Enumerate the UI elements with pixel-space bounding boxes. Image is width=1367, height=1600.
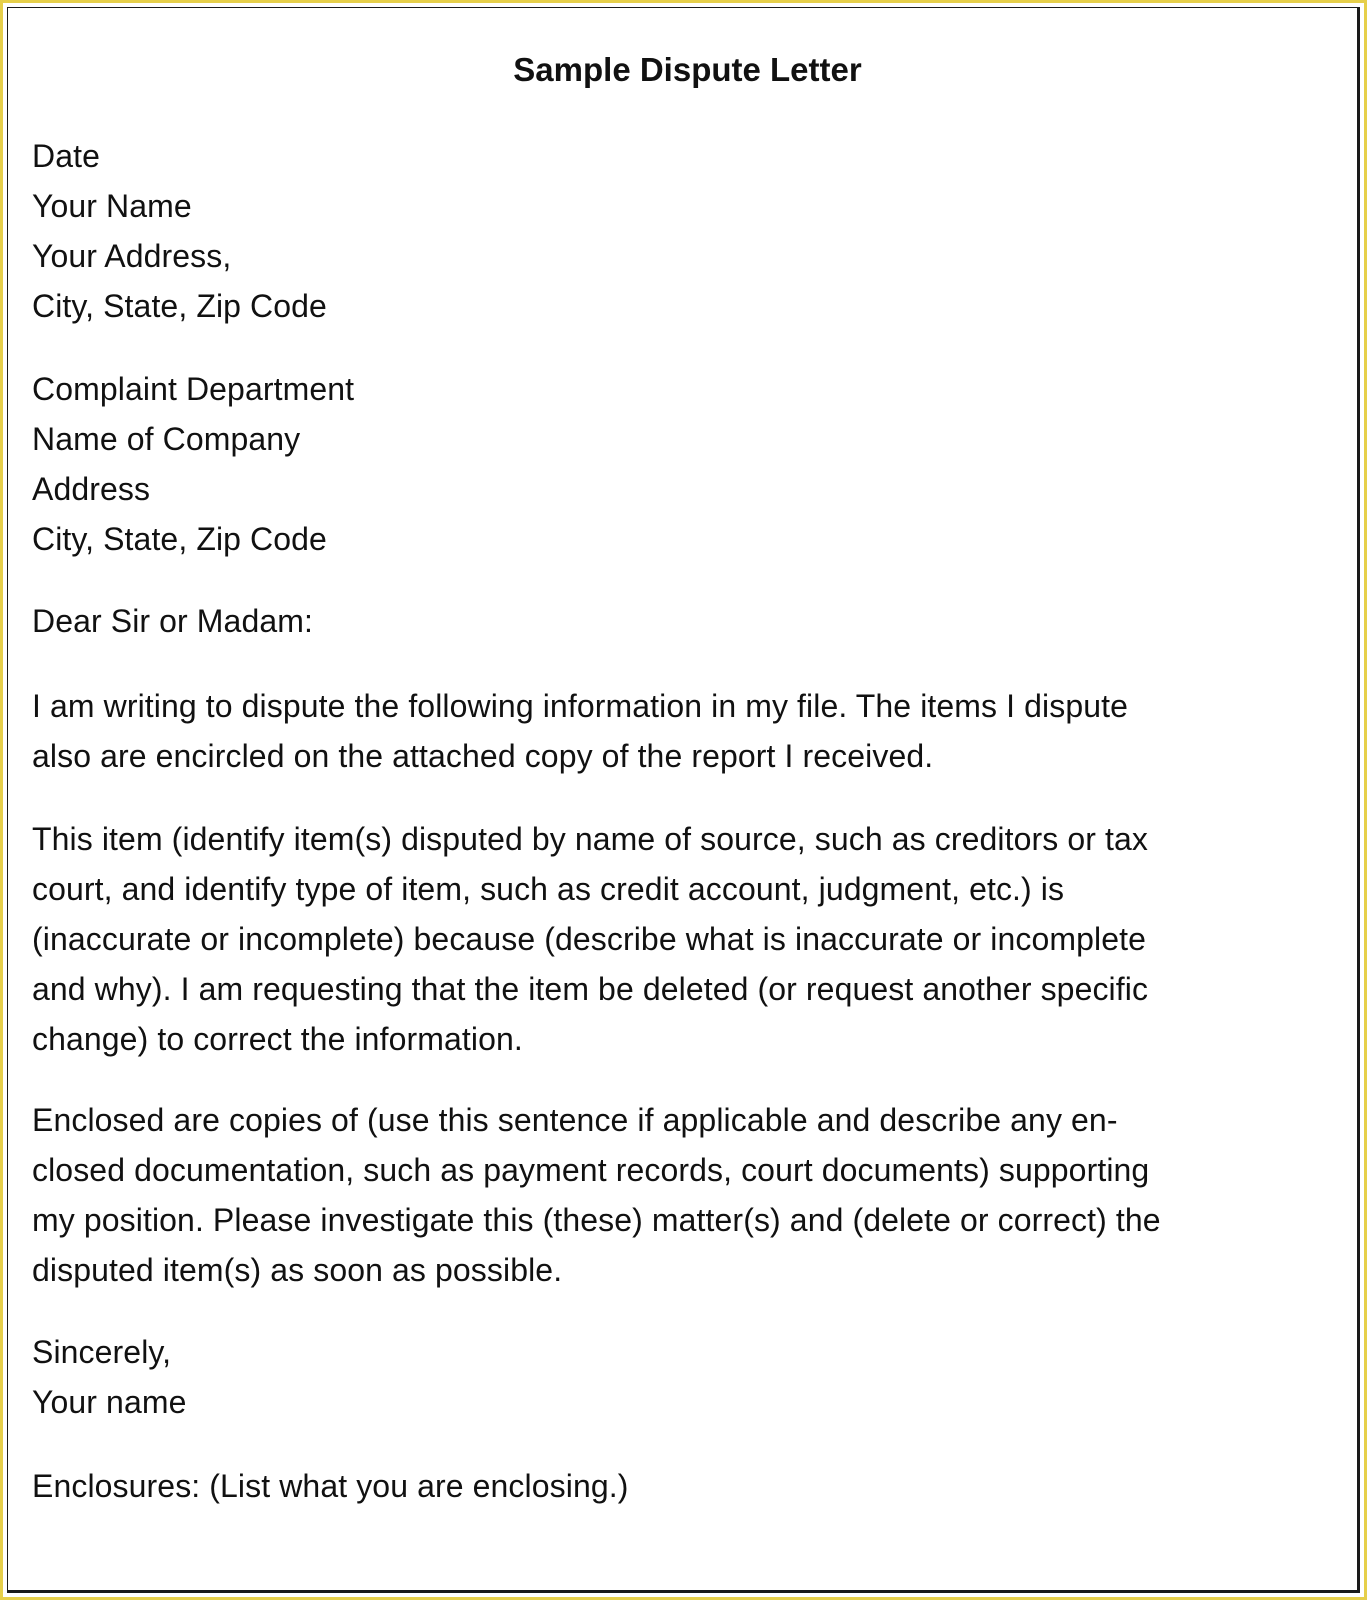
paragraph-line: This item (identify item(s) disputed by name of source, such as creditors or tax [32,821,1148,857]
paragraph-1 [32,681,1352,781]
paragraph-line: also are encircled on the attached copy of the report I received. [32,738,934,774]
recipient-city-state-zip: City, State, Zip Code [32,521,327,557]
recipient-company: Name of Company [32,421,301,457]
document-title: Sample Dispute Letter [513,51,862,88]
paragraph-3 [32,1095,1352,1295]
paragraph-line: (inaccurate or incomplete) because (describe what is inaccurate or incomplete [32,921,1147,957]
letter-page [7,7,1360,1593]
sender-date: Date [32,138,100,174]
paragraph-line: my position. Please investigate this (these) matter(s) and (delete or correct) the [32,1202,1161,1238]
salutation [32,596,1352,646]
paragraph-line: I am writing to dispute the following information in my file. The items I dispute [32,688,1129,724]
paragraph-line: disputed item(s) as soon as possible. [32,1252,563,1288]
paragraph-line: closed documentation, such as payment records, court documents) supporting [32,1152,1150,1188]
closing-valediction: Sincerely, [32,1334,172,1370]
sender-name: Your Name [32,188,192,224]
paragraph-line: change) to correct the information. [32,1021,523,1057]
recipient-department: Complaint Department [32,371,355,407]
paragraph-line: and why). I am requesting that the item be deleted (or request another specific [32,971,1149,1007]
recipient-address: Address [32,471,151,507]
paragraph-line: Enclosed are copies of (use this sentence if applicable and describe any en- [32,1102,1118,1138]
sender-city-state-zip: City, State, Zip Code [32,288,327,324]
sender-block [32,131,1352,331]
sender-address: Your Address, [32,238,232,274]
recipient-block [32,364,1352,564]
enclosures-block [32,1461,1352,1511]
salutation-text: Dear Sir or Madam: [32,603,313,639]
closing-signature: Your name [32,1384,187,1420]
paragraph-2 [32,814,1352,1064]
closing-block [32,1327,1352,1427]
enclosures-text: Enclosures: (List what you are enclosing.) [32,1468,629,1504]
paragraph-line: court, and identify type of item, such as credit account, judgment, etc.) is [32,871,1065,907]
